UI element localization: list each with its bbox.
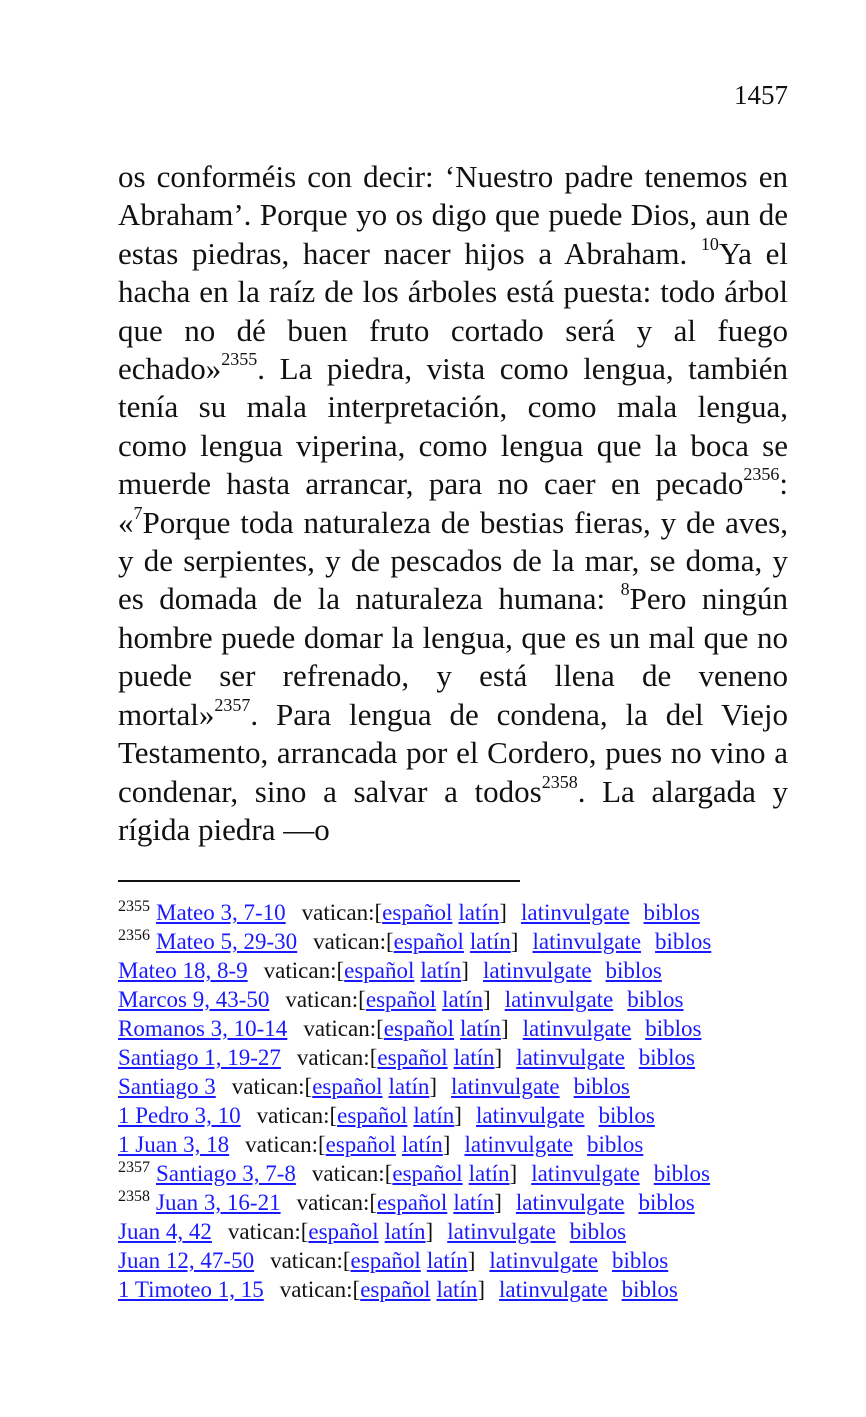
body-text: : « (118, 466, 788, 540)
bracket-close: ] (454, 1103, 462, 1128)
latinvulgate-link[interactable]: latinvulgate (520, 900, 630, 925)
vatican-latin-link[interactable]: latín (460, 1016, 501, 1041)
vatican-latin-link[interactable]: latín (468, 1161, 510, 1186)
vatican-espanol-link[interactable]: español (337, 1103, 408, 1128)
vatican-label: vatican:[ (227, 1219, 309, 1244)
body-text: . La piedra, vista como lengua, también tenía su mala interpretación, como mala lengua, como lengua viperina, como lengua que la boca se muerde hasta arrancar, para no caer en pecado (118, 351, 788, 502)
vatican-espanol-link[interactable]: español (365, 987, 437, 1012)
footnote-line (118, 1217, 818, 1246)
biblos-link[interactable]: biblos (621, 1277, 678, 1302)
latinvulgate-link[interactable]: latinvulgate (516, 1045, 625, 1070)
biblos-link[interactable]: biblos (598, 1103, 655, 1128)
vatican-label: vatican:[ (285, 987, 366, 1012)
bracket-close: ] (494, 1045, 503, 1070)
latinvulgate-link[interactable]: latinvulgate (482, 958, 592, 983)
verse-number: 7 (133, 502, 143, 523)
biblos-link[interactable]: biblos (573, 1074, 630, 1099)
scripture-reference-link[interactable]: Santiago 3, 7-8 (156, 1161, 296, 1186)
footnote-line (118, 1246, 818, 1275)
body-text: . Para lengua de condena, la del Viejo Testamento, arrancada por el Cordero, pues no vino a condenar, sino a salvar a todos (118, 696, 788, 809)
vatican-label: vatican:[ (245, 1132, 326, 1157)
body-text: Pero ningún hombre puede domar la lengua, que es un mal que no puede ser refrenado, y está llena de veneno mortal» (118, 581, 788, 732)
scripture-reference-link[interactable]: Mateo 18, 8-9 (118, 958, 248, 983)
bracket-close: ] (510, 929, 519, 954)
bracket-close: ] (429, 1074, 438, 1099)
footnote-number: 2358 (118, 1188, 150, 1205)
vatican-espanol-link[interactable]: español (308, 1219, 379, 1244)
footnote-line (118, 1188, 818, 1217)
vatican-espanol-link[interactable]: español (382, 900, 453, 925)
vatican-latin-link[interactable]: latín (442, 987, 484, 1012)
footnote-line (118, 1159, 818, 1188)
biblos-link[interactable]: biblos (643, 900, 700, 925)
vatican-espanol-link[interactable]: español (360, 1277, 431, 1302)
biblos-link[interactable]: biblos (611, 1248, 669, 1273)
bracket-close: ] (461, 958, 469, 983)
vatican-espanol-link[interactable]: español (377, 1190, 448, 1215)
latinvulgate-link[interactable]: latinvulgate (464, 1132, 574, 1157)
footnotes (118, 898, 818, 1304)
latinvulgate-link[interactable]: latinvulgate (451, 1074, 560, 1099)
footnote-ref[interactable]: 2355 (221, 349, 258, 370)
bracket-close: ] (500, 1016, 509, 1041)
bracket-close: ] (425, 1219, 434, 1244)
vatican-label: vatican:[ (279, 1277, 361, 1302)
main-text (118, 158, 788, 849)
scripture-reference-link[interactable]: Juan 12, 47-50 (118, 1248, 255, 1273)
vatican-label: vatican:[ (231, 1074, 313, 1099)
footnote-ref[interactable]: 2358 (541, 771, 578, 792)
scripture-reference-link[interactable]: Santiago 3 (118, 1074, 216, 1099)
vatican-latin-link[interactable]: latín (436, 1277, 478, 1302)
footnote-line (118, 1043, 818, 1072)
vatican-espanol-link[interactable]: español (312, 1074, 383, 1099)
scripture-reference-link[interactable]: Juan 3, 16-21 (156, 1190, 281, 1215)
footnote-ref[interactable]: 2356 (743, 464, 780, 485)
biblos-link[interactable]: biblos (569, 1219, 627, 1244)
biblos-link[interactable]: biblos (655, 929, 712, 954)
scripture-reference-link[interactable]: Marcos 9, 43-50 (118, 987, 270, 1012)
vatican-latin-link[interactable]: latín (384, 1219, 426, 1244)
latinvulgate-link[interactable]: latinvulgate (504, 987, 614, 1012)
vatican-label: vatican:[ (303, 1016, 384, 1041)
footnote-line (118, 1275, 818, 1304)
footnote-line (118, 898, 818, 927)
vatican-espanol-link[interactable]: español (383, 1016, 455, 1041)
bracket-close: ] (467, 1248, 476, 1273)
vatican-latin-link[interactable]: latín (453, 1045, 495, 1070)
footnote-number: 2356 (118, 927, 150, 944)
biblos-link[interactable]: biblos (627, 987, 684, 1012)
footnote-line (118, 927, 818, 956)
vatican-label: vatican:[ (296, 1045, 378, 1070)
bracket-close: ] (483, 987, 491, 1012)
footnote-divider (118, 880, 520, 882)
biblos-link[interactable]: biblos (605, 958, 662, 983)
biblos-link[interactable]: biblos (638, 1190, 695, 1215)
vatican-latin-link[interactable]: latín (469, 929, 511, 954)
vatican-espanol-link[interactable]: español (393, 929, 464, 954)
footnote-line (118, 956, 818, 985)
bracket-close: ] (494, 1190, 502, 1215)
vatican-label: vatican:[ (263, 958, 345, 983)
vatican-espanol-link[interactable]: español (377, 1045, 448, 1070)
scripture-reference-link[interactable]: Romanos 3, 10-14 (118, 1016, 288, 1041)
latinvulgate-link[interactable]: latinvulgate (489, 1248, 598, 1273)
scripture-reference-link[interactable]: 1 Timoteo 1, 15 (118, 1277, 264, 1302)
vatican-label: vatican:[ (301, 900, 383, 925)
vatican-espanol-link[interactable]: español (325, 1132, 396, 1157)
footnote-line (118, 1101, 818, 1130)
biblos-link[interactable]: biblos (638, 1045, 696, 1070)
vatican-latin-link[interactable]: latín (401, 1132, 443, 1157)
bracket-close: ] (477, 1277, 486, 1302)
biblos-link[interactable]: biblos (645, 1016, 702, 1041)
footnote-line (118, 985, 818, 1014)
verse-number: 10 (700, 233, 719, 254)
page-number: 1457 (734, 80, 788, 110)
biblos-link[interactable]: biblos (653, 1161, 711, 1186)
latinvulgate-link[interactable]: latinvulgate (532, 929, 642, 954)
latinvulgate-link[interactable]: latinvulgate (515, 1190, 625, 1215)
vatican-label: vatican:[ (313, 929, 394, 954)
vatican-label: vatican:[ (256, 1103, 338, 1128)
vatican-latin-link[interactable]: latín (420, 958, 462, 983)
bracket-close: ] (509, 1161, 518, 1186)
vatican-label: vatican:[ (270, 1248, 351, 1273)
vatican-latin-link[interactable]: latín (413, 1103, 455, 1128)
scripture-reference-link[interactable]: Juan 4, 42 (118, 1219, 212, 1244)
vatican-label: vatican:[ (296, 1190, 378, 1215)
footnote-line (118, 1130, 818, 1159)
footnote-ref[interactable]: 2357 (214, 694, 251, 715)
footnote-line (118, 1072, 818, 1101)
footnote-line (118, 1014, 818, 1043)
vatican-latin-link[interactable]: latín (458, 900, 500, 925)
scripture-reference-link[interactable]: Mateo 5, 29-30 (156, 929, 298, 954)
scripture-reference-link[interactable]: Santiago 1, 19-27 (118, 1045, 281, 1070)
scripture-reference-link[interactable]: 1 Juan 3, 18 (118, 1132, 230, 1157)
latinvulgate-link[interactable]: latinvulgate (499, 1277, 608, 1302)
latinvulgate-link[interactable]: latinvulgate (447, 1219, 556, 1244)
biblos-link[interactable]: biblos (587, 1132, 644, 1157)
latinvulgate-link[interactable]: latinvulgate (475, 1103, 585, 1128)
bracket-close: ] (499, 900, 507, 925)
latinvulgate-link[interactable]: latinvulgate (531, 1161, 640, 1186)
bracket-close: ] (442, 1132, 451, 1157)
vatican-espanol-link[interactable]: español (344, 958, 415, 983)
vatican-label: vatican:[ (311, 1161, 393, 1186)
scripture-reference-link[interactable]: 1 Pedro 3, 10 (118, 1103, 241, 1128)
vatican-espanol-link[interactable]: español (350, 1248, 421, 1273)
scripture-reference-link[interactable]: Mateo 3, 7-10 (156, 900, 286, 925)
vatican-latin-link[interactable]: latín (453, 1190, 495, 1215)
footnote-number: 2355 (118, 898, 150, 915)
body-text: Ya el hacha en la raíz de los árboles está puesta: todo árbol que no dé buen fruto cortado será y al fuego echado» (118, 235, 788, 387)
vatican-latin-link[interactable]: latín (388, 1074, 430, 1099)
body-text: os conforméis con decir: ‘Nuestro padre tenemos en Abraham’. Porque yo os digo que puede Dios, aun de estas piedras, hacer nacer hijos a Abraham. (118, 159, 788, 271)
body-text: . La alargada y rígida piedra —o (118, 773, 788, 847)
vatican-espanol-link[interactable]: español (392, 1161, 463, 1186)
vatican-latin-link[interactable]: latín (426, 1248, 468, 1273)
footnote-number: 2357 (118, 1159, 150, 1176)
body-text: Porque toda naturaleza de bestias fieras, y de aves, y de serpientes, y de pescados de la mar, se doma, y es domada de la naturaleza humana: (118, 504, 788, 617)
verse-number: 8 (620, 579, 630, 600)
latinvulgate-link[interactable]: latinvulgate (522, 1016, 632, 1041)
